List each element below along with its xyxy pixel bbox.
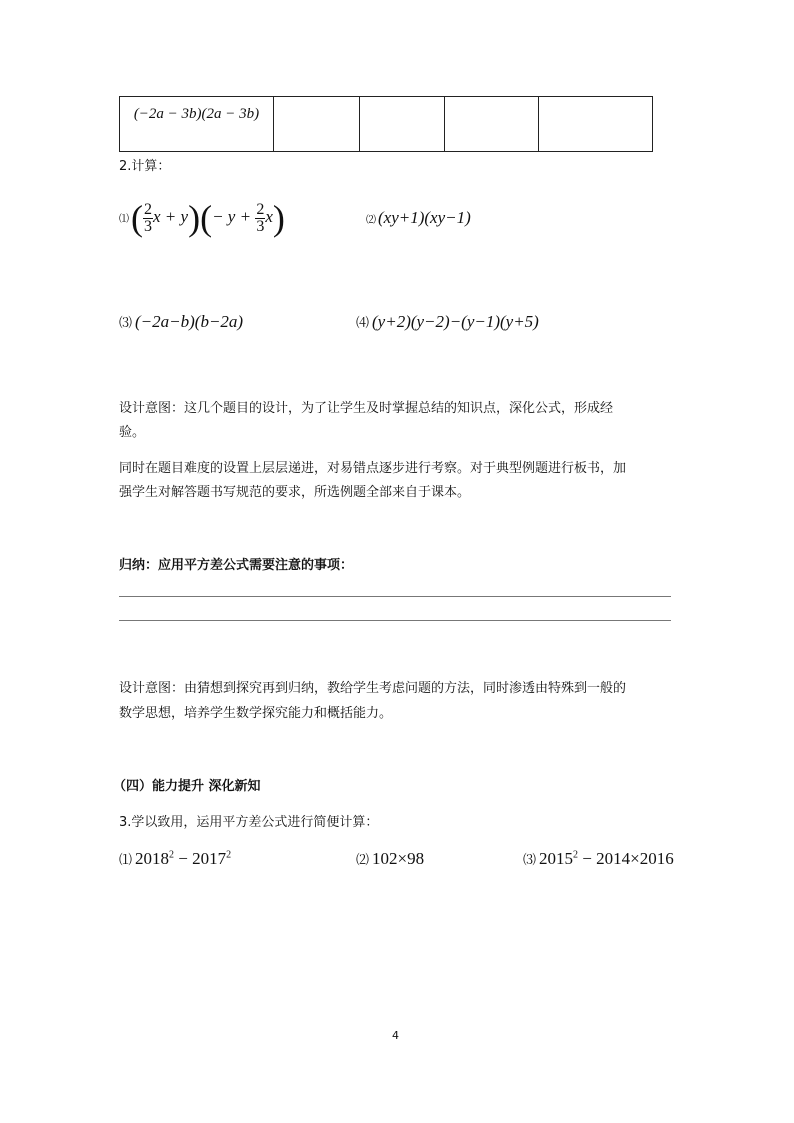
part-expression: (xy+1)(xy−1) — [378, 208, 471, 227]
question-3-label: 3.学以致用，运用平方差公式进行简便计算： — [119, 815, 379, 830]
question-3-part-2 — [356, 849, 424, 869]
part-expression: 102×98 — [372, 849, 425, 868]
part-expression: (y+2)(y−2)−(y−1)(y+5) — [372, 312, 539, 331]
answer-line — [119, 596, 671, 597]
design-intent-1-line-1: 设计意图：这几个题目的设计，为了让学生及时掌握总结的知识点，深化公式，形成经 — [119, 401, 614, 416]
question-3-part-3: ⑶ $2015^2 - 2014\times 2016$ — [523, 849, 674, 868]
design-intent-1-line-3: 同时在题目难度的设置上层层递进，对易错点逐步进行考察。对于典型例题进行板书，加 — [119, 461, 627, 476]
part-index: ⑶ — [523, 853, 537, 868]
question-2-part-2 — [366, 208, 471, 228]
table-row-expression: (−2a − 3b)(2a − 3b) — [133, 106, 260, 122]
formula-table — [119, 96, 653, 152]
design-intent-1-line-4: 强学生对解答题书写规范的要求，所选例题全部来自于课本。 — [119, 485, 471, 500]
table-cell — [120, 97, 274, 152]
table-cell — [274, 97, 360, 152]
section-heading: （四）能力提升 深化新知 — [113, 779, 261, 794]
part-index: ⑶ — [119, 316, 133, 331]
question-2-part-1: ⑴( $\frac{2}{3}$ x + y)(− y + $\frac{2}{3}$ x) — [119, 198, 285, 238]
table-cell — [539, 97, 653, 152]
part-index: ⑵ — [366, 215, 376, 226]
page-number: 4 — [392, 1029, 399, 1042]
question-3-part-1: ⑴ $2018^2 - 2017^2$ — [119, 849, 232, 868]
part-index: ⑷ — [356, 316, 370, 331]
summary-heading: 归纳：应用平方差公式需要注意的事项： — [119, 558, 354, 573]
design-intent-1-line-2: 验。 — [119, 425, 146, 440]
answer-line — [119, 620, 671, 621]
table-cell — [360, 97, 445, 152]
part-index: ⑴ — [119, 213, 129, 225]
design-intent-2-line-1: 设计意图：由猜想到探究再到归纳，教给学生考虑问题的方法，同时渗透由特殊到一般的 — [119, 681, 627, 696]
part-index: ⑵ — [356, 853, 370, 868]
design-intent-2-line-2: 数学思想，培养学生数学探究能力和概括能力。 — [119, 706, 393, 721]
table-row — [120, 97, 653, 152]
table-cell — [445, 97, 539, 152]
question-2-part-3 — [119, 312, 243, 332]
question-2-label: 2.计算： — [119, 159, 171, 174]
question-2-part-4 — [356, 312, 539, 332]
part-expression: (−2a−b)(b−2a) — [135, 312, 244, 331]
part-index: ⑴ — [119, 853, 133, 868]
